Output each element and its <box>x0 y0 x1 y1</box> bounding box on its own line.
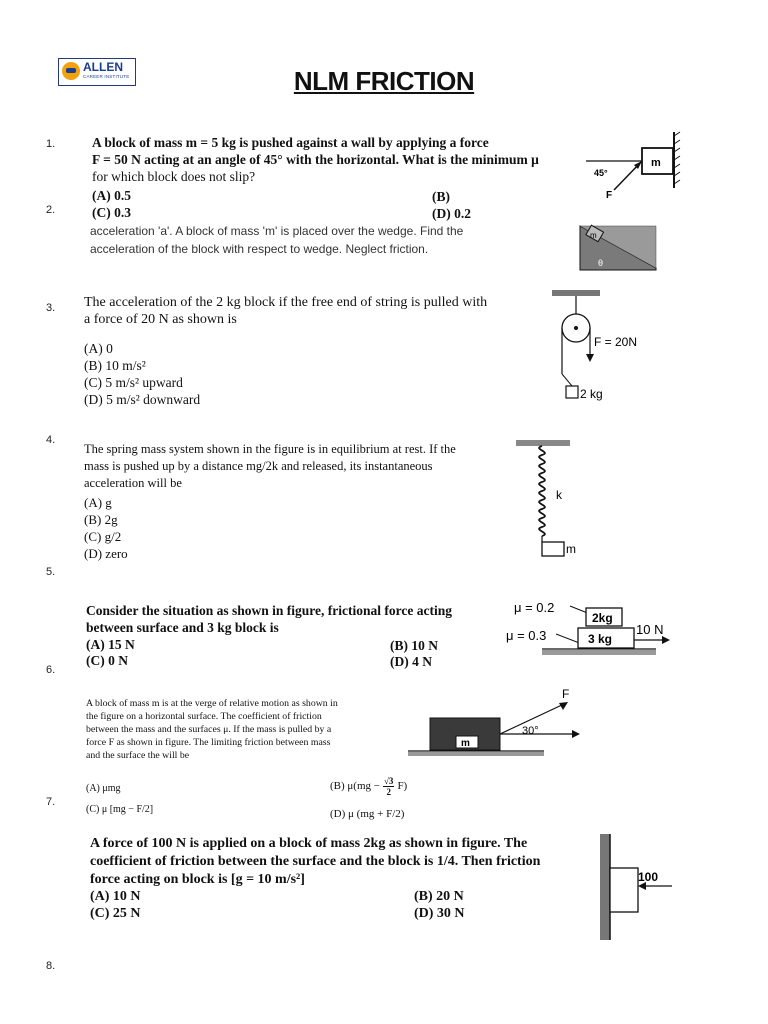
q5-option-b: (B) 10 N <box>390 638 438 653</box>
q4-line: The spring mass system shown in the figure is in equilibrium at rest. If the <box>84 442 456 456</box>
q4-fig-mass: m <box>566 542 576 556</box>
question-number-1: 1. <box>46 138 56 150</box>
q1-figure <box>584 130 684 202</box>
q7-option-b: (B) 20 N <box>414 889 464 904</box>
ground-hatch <box>408 752 544 756</box>
q6-line: between the mass and the surfaces μ. If the mass is pulled by a <box>86 724 332 735</box>
wall-hatch <box>600 834 610 940</box>
horizontal-arrow-icon <box>572 730 580 738</box>
q6-option-b-pre: (B) μ(mg − <box>330 780 380 792</box>
force-arrow-icon <box>586 354 594 362</box>
q7-figure <box>592 832 676 944</box>
q7-line: force acting on block is [g = 10 m/s²] <box>90 872 305 887</box>
q5-line: Consider the situation as shown in figure, frictional force acting <box>86 603 453 618</box>
question-number-5: 5. <box>46 566 56 578</box>
logo-sub: CAREER INSTITUTE <box>83 74 130 79</box>
ground-hatch <box>542 650 656 655</box>
q6-option-a: (A) μmg <box>86 783 121 794</box>
q1-fig-angle: 45° <box>594 168 608 178</box>
question-number-8: 8. <box>46 960 56 972</box>
q7-option-a: (A) 10 N <box>90 889 141 904</box>
q6-option-c: (C) μ [mg − F/2] <box>86 804 154 815</box>
q4-line: mass is pushed up by a distance mg/2k and released, its instantaneous <box>84 459 433 473</box>
q7-line: A force of 100 N is applied on a block of mass 2kg as shown in figure. The <box>90 836 528 851</box>
q6-fraction-den: 2 <box>386 787 391 797</box>
question-number-4: 4. <box>46 434 56 446</box>
q6-text <box>86 697 402 762</box>
q6-option-b-fraction <box>383 776 394 797</box>
q4-figure <box>512 436 592 560</box>
q6-option-b <box>330 776 407 797</box>
q3-option-a: (A) 0 <box>84 341 113 356</box>
q6-fig-angle: 30° <box>522 725 539 737</box>
q2-text <box>90 222 560 258</box>
q1-fig-mass: m <box>651 157 661 169</box>
q4-option-d: (D) zero <box>84 546 128 561</box>
q6-fig-force: F <box>562 687 570 701</box>
q1-line: A block of mass m = 5 kg is pushed against a wall by applying a force <box>92 135 489 150</box>
q2-fig-angle: θ <box>598 258 604 268</box>
q1-option-b: (B) <box>432 189 450 204</box>
q5-option-d: (D) 4 N <box>390 654 432 669</box>
q3-text <box>84 294 544 328</box>
q7-option-d: (D) 30 N <box>414 906 465 921</box>
q3-options <box>84 340 200 408</box>
q4-fig-k: k <box>556 488 562 502</box>
q7-fig-force: 100 <box>638 870 659 884</box>
q3-figure <box>552 288 662 406</box>
q5-fig-force: 10 N <box>636 622 664 637</box>
q4-options <box>84 494 128 562</box>
q6-figure <box>408 686 588 766</box>
pulley-axle <box>574 326 578 330</box>
q2-figure <box>578 222 660 272</box>
ceiling <box>552 290 600 296</box>
q3-fig-force: F = 20N <box>594 335 638 349</box>
q2-line: acceleration of the block with respect to wedge. Neglect friction. <box>90 242 429 256</box>
q4-option-b: (B) 2g <box>84 512 118 527</box>
string-block <box>562 374 572 386</box>
q7-text <box>90 835 580 889</box>
q1-text <box>92 134 572 185</box>
q4-text <box>84 441 504 492</box>
q5-fig-mu2: μ = 0.3 <box>506 628 547 643</box>
page-title: NLM FRICTION <box>293 66 475 96</box>
q2-fig-mass: m <box>590 231 597 240</box>
force-arrow-icon <box>662 636 670 644</box>
q4-block <box>542 542 564 556</box>
q7-option-c: (C) 25 N <box>90 906 141 921</box>
q6-line: the figure on a horizontal surface. The coefficient of friction <box>86 711 322 722</box>
question-number-3: 3. <box>46 302 56 314</box>
question-number-7: 7. <box>46 796 56 808</box>
q2-line: acceleration 'a'. A block of mass 'm' is placed over the wedge. Find the <box>90 224 464 238</box>
q3-block <box>566 386 578 398</box>
question-number-2: 2. <box>46 204 56 216</box>
q3-option-b: (B) 10 m/s² <box>84 358 146 373</box>
q3-option-c: (C) 5 m/s² upward <box>84 375 183 390</box>
q5-option-a: (A) 15 N <box>86 637 135 652</box>
q6-fraction-num: √3 <box>383 776 394 786</box>
q3-line: The acceleration of the 2 kg block if the free end of string is pulled with <box>84 295 488 310</box>
q1-option-c: (C) 0.3 <box>92 205 131 220</box>
q5-fig-top: 2kg <box>592 611 613 625</box>
q6-line: force F as shown in figure. The limiting friction between mass <box>86 737 331 748</box>
q5-fig-bottom: 3 kg <box>588 632 613 646</box>
q1-option-d: (D) 0.2 <box>432 206 471 221</box>
q5-text <box>86 602 496 636</box>
ceiling <box>516 440 570 446</box>
q4-option-a: (A) g <box>84 495 112 510</box>
q6-option-d: (D) μ (mg + F/2) <box>330 808 405 820</box>
q5-fig-mu1: μ = 0.2 <box>514 600 555 615</box>
q4-line: acceleration will be <box>84 476 182 490</box>
q7-line: coefficient of friction between the surface and the block is 1/4. Then friction <box>90 854 541 869</box>
q5-figure <box>506 598 674 668</box>
q1-option-a: (A) 0.5 <box>92 188 131 203</box>
q6-fig-mass: m <box>461 738 470 749</box>
q1-line: F = 50 N acting at an angle of 45° with the horizontal. What is the minimum μ <box>92 152 539 167</box>
q3-line: a force of 20 N as shown is <box>84 312 237 327</box>
logo-brand: ALLEN <box>83 60 123 74</box>
q3-fig-mass: 2 kg <box>580 387 603 401</box>
q5-line: between surface and 3 kg block is <box>86 620 279 635</box>
q7-block <box>610 868 638 912</box>
question-number-6: 6. <box>46 664 56 676</box>
q1-fig-force: F <box>606 190 613 201</box>
q1-line: for which block does not slip? <box>92 169 256 184</box>
q6-line: A block of mass m is at the verge of relative motion as shown in <box>86 698 338 709</box>
q3-option-d: (D) 5 m/s² downward <box>84 392 201 407</box>
q6-option-b-post: F) <box>397 780 408 792</box>
q4-option-c: (C) g/2 <box>84 529 122 544</box>
spring-icon <box>539 446 545 536</box>
q6-line: and the surface the will be <box>86 750 190 761</box>
q5-option-c: (C) 0 N <box>86 653 128 668</box>
